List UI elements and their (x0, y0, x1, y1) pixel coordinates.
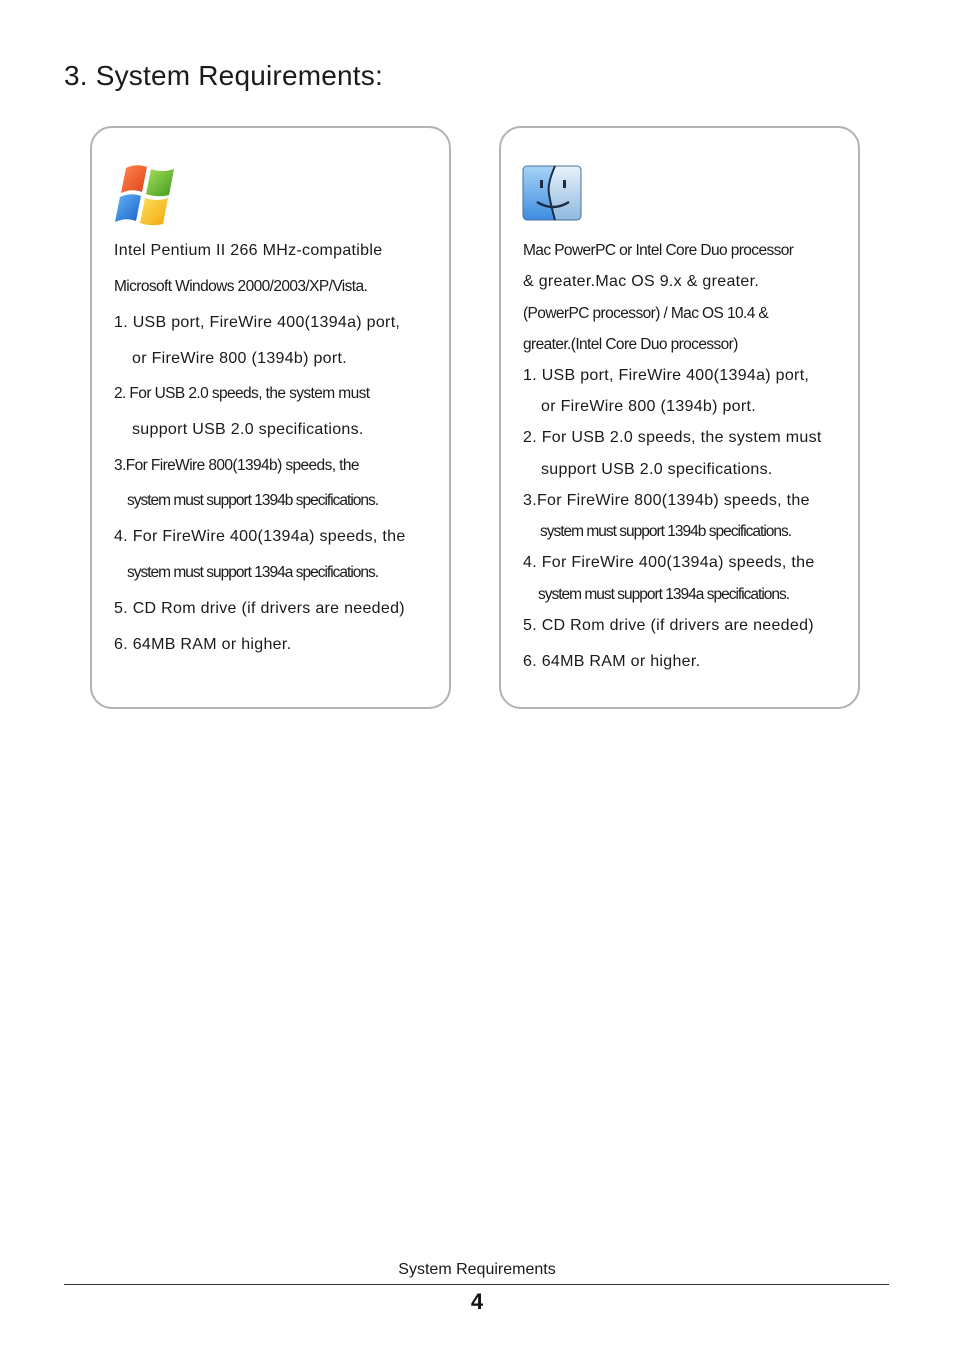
mac-line-11: 4. For FireWire 400(1394a) speeds, the (523, 554, 815, 571)
win-line-8: system must support 1394b specifications. (127, 492, 379, 509)
win-line-9: 4. For FireWire 400(1394a) speeds, the (114, 528, 406, 545)
mac-line-2: & greater.Mac OS 9.x & greater. (523, 273, 760, 290)
footer-divider (64, 1284, 889, 1285)
mac-requirements-card (499, 126, 860, 709)
mac-line-3: (PowerPC processor) / Mac OS 10.4 & (523, 305, 769, 322)
footer-section-label: System Requirements (398, 1261, 556, 1278)
win-line-7: 3.For FireWire 800(1394b) speeds, the (114, 457, 359, 474)
windows-requirements-card (90, 126, 451, 709)
mac-line-8: support USB 2.0 specifications. (541, 461, 773, 478)
mac-line-13: 5. CD Rom drive (if drivers are needed) (523, 617, 814, 634)
win-line-11: 5. CD Rom drive (if drivers are needed) (114, 600, 405, 617)
mac-line-4: greater.(Intel Core Duo processor) (523, 336, 738, 353)
win-line-2: Microsoft Windows 2000/2003/XP/Vista. (114, 278, 368, 295)
windows-logo-icon (114, 162, 186, 228)
mac-line-6: or FireWire 800 (1394b) port. (541, 398, 757, 415)
mac-line-9: 3.For FireWire 800(1394b) speeds, the (523, 492, 810, 509)
win-line-10: system must support 1394a specifications. (127, 564, 379, 581)
mac-line-12: system must support 1394a specifications. (538, 586, 790, 603)
mac-line-10: system must support 1394b specifications. (540, 523, 792, 540)
page-title: 3. System Requirements: (64, 60, 383, 91)
mac-line-14: 6. 64MB RAM or higher. (523, 653, 701, 670)
win-line-6: support USB 2.0 specifications. (132, 421, 364, 438)
page-number: 4 (470, 1289, 484, 1314)
win-line-4: or FireWire 800 (1394b) port. (132, 350, 348, 367)
win-line-1: Intel Pentium II 266 MHz-compatible (114, 242, 383, 259)
win-line-5: 2. For USB 2.0 speeds, the system must (114, 385, 370, 402)
mac-line-7: 2. For USB 2.0 speeds, the system must (523, 429, 822, 446)
win-line-12: 6. 64MB RAM or higher. (114, 636, 292, 653)
mac-line-5: 1. USB port, FireWire 400(1394a) port, (523, 367, 810, 384)
mac-finder-logo-icon (521, 162, 583, 224)
win-line-3: 1. USB port, FireWire 400(1394a) port, (114, 314, 401, 331)
mac-line-1: Mac PowerPC or Intel Core Duo processor (523, 242, 794, 259)
